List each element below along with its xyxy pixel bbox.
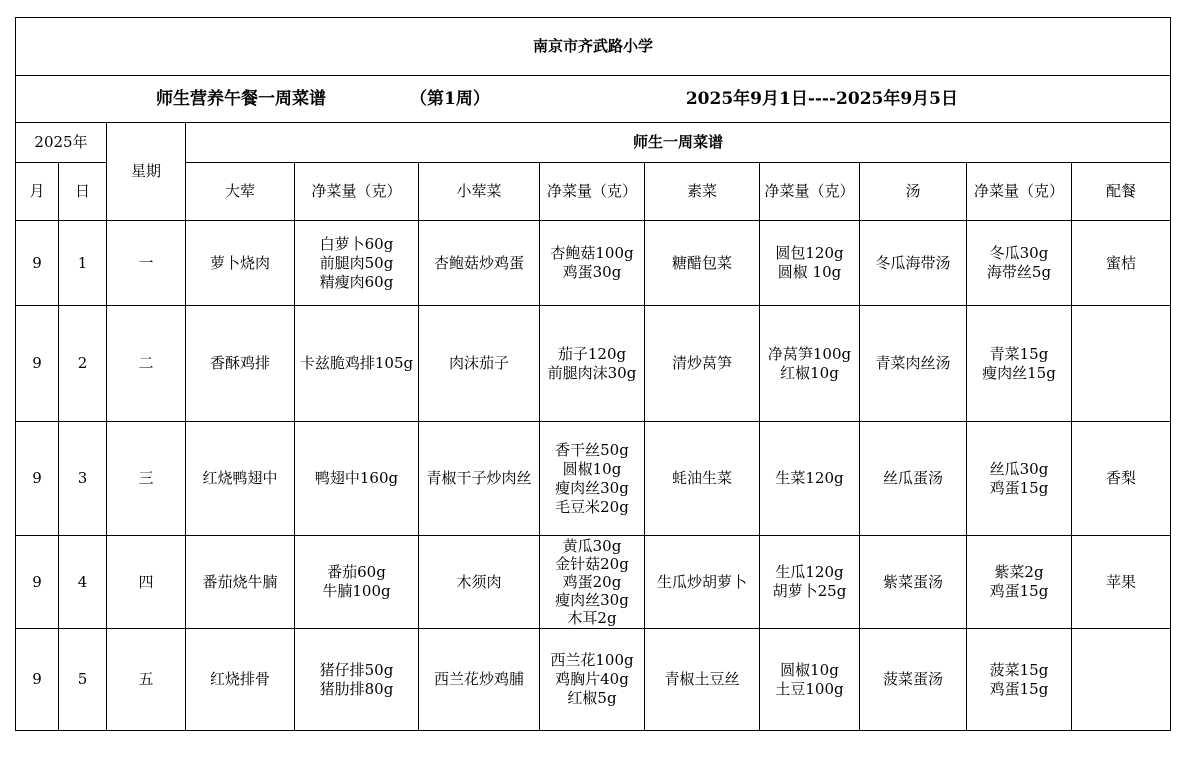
month-header: 月 (16, 163, 59, 221)
qty-line: 鸡蛋20g (562, 573, 622, 591)
main-dish-cell: 香酥鸡排 (186, 306, 295, 422)
qty-line: 鸡蛋15g (989, 582, 1049, 600)
table-row (16, 221, 1171, 306)
main-qty-cell (295, 629, 419, 731)
veg-qty-cell (760, 422, 860, 536)
qty-line: 毛豆米20g (555, 497, 629, 516)
qty-line: 鸡蛋30g (562, 263, 622, 281)
qty-line: 杏鲍菇100g (550, 244, 634, 262)
column-header: 素菜 (645, 163, 760, 221)
side-dish-cell: 青椒干子炒肉丝 (419, 422, 540, 536)
main-qty-cell (295, 536, 419, 629)
week-label: （第1周） (410, 88, 490, 109)
side-qty-cell (540, 629, 645, 731)
month-cell: 9 (16, 422, 59, 536)
side-dish-cell: 西兰花炒鸡脯 (419, 629, 540, 731)
weekly-menu-header: 师生一周菜谱 (186, 123, 1171, 163)
veg-qty-cell (760, 306, 860, 422)
side-dish-cell: 杏鲍菇炒鸡蛋 (419, 221, 540, 306)
soup-qty-cell (967, 629, 1072, 731)
qty-line: 鸭翅中160g (314, 469, 399, 487)
main-dish-cell: 红烧排骨 (186, 629, 295, 731)
qty-line: 金针菇20g (555, 555, 629, 573)
qty-line: 精瘦肉60g (319, 272, 394, 291)
weekday-cell: 四 (107, 536, 186, 629)
qty-line: 猪肋排80g (319, 679, 394, 698)
side-qty-cell (540, 422, 645, 536)
qty-line: 红椒5g (567, 689, 617, 707)
column-header: 配餐 (1072, 163, 1171, 221)
qty-line: 茄子120g (557, 344, 627, 363)
soup-cell: 菠菜蛋汤 (860, 629, 967, 731)
day-cell: 5 (59, 629, 107, 731)
column-header: 净菜量（克） (295, 163, 419, 221)
qty-line: 生瓜120g (775, 563, 844, 581)
qty-line: 黄瓜30g (562, 537, 622, 555)
day-cell: 1 (59, 221, 107, 306)
qty-line: 瘦肉丝30g (555, 478, 629, 497)
weekday-header: 星期 (107, 123, 186, 221)
veg-qty-cell (760, 629, 860, 731)
soup-qty-cell (967, 536, 1072, 629)
qty-line: 青菜15g (989, 344, 1049, 363)
year-header: 2025年 (16, 123, 107, 163)
table-row (16, 536, 1171, 629)
month-cell: 9 (16, 221, 59, 306)
day-cell: 2 (59, 306, 107, 422)
main-dish-cell: 番茄烧牛腩 (186, 536, 295, 629)
weekday-cell: 五 (107, 629, 186, 731)
veg-dish-cell: 清炒莴笋 (645, 306, 760, 422)
month-cell: 9 (16, 536, 59, 629)
soup-qty-cell (967, 422, 1072, 536)
qty-line: 圆椒10g (780, 660, 839, 679)
qty-line: 前腿肉沫30g (547, 363, 637, 382)
qty-line: 西兰花100g (550, 651, 634, 669)
qty-line: 卡兹脆鸡排105g (299, 354, 414, 372)
qty-line: 圆椒 10g (777, 263, 842, 281)
menu-title: 师生营养午餐一周菜谱 (156, 88, 326, 109)
qty-line: 木耳2g (567, 609, 617, 627)
extra-cell (1072, 629, 1171, 731)
main-qty-cell (295, 306, 419, 422)
qty-line: 紫菜2g (994, 563, 1044, 581)
veg-qty-cell (760, 536, 860, 629)
qty-line: 土豆100g (775, 679, 844, 698)
school-title: 南京市齐武路小学 (16, 18, 1171, 76)
qty-line: 香干丝50g (555, 440, 629, 459)
weekday-cell: 一 (107, 221, 186, 306)
qty-line: 胡萝卜25g (772, 582, 847, 600)
weekday-cell: 三 (107, 422, 186, 536)
column-header: 净菜量（克） (967, 163, 1072, 221)
qty-line: 净莴笋100g (767, 344, 852, 363)
column-header: 净菜量（克） (540, 163, 645, 221)
qty-line: 海带丝5g (986, 263, 1052, 281)
table-row (16, 629, 1171, 731)
qty-line: 冬瓜30g (989, 244, 1049, 262)
date-range: 2025年9月1日----2025年9月5日 (685, 88, 959, 109)
qty-line: 牛腩100g (322, 582, 391, 600)
column-header: 汤 (860, 163, 967, 221)
main-qty-cell (295, 422, 419, 536)
column-header: 净菜量（克） (760, 163, 860, 221)
day-header: 日 (59, 163, 107, 221)
main-dish-cell: 萝卜烧肉 (186, 221, 295, 306)
qty-line: 白萝卜60g (319, 234, 394, 253)
day-cell: 4 (59, 536, 107, 629)
side-qty-cell (540, 221, 645, 306)
day-cell: 3 (59, 422, 107, 536)
extra-cell: 蜜桔 (1072, 221, 1171, 306)
qty-line: 丝瓜30g (989, 459, 1049, 478)
qty-line: 菠菜15g (989, 660, 1049, 679)
qty-line: 瘦肉丝30g (555, 591, 629, 609)
weekday-cell: 二 (107, 306, 186, 422)
extra-cell (1072, 306, 1171, 422)
side-qty-cell (540, 306, 645, 422)
soup-qty-cell (967, 221, 1072, 306)
qty-line: 鸡蛋15g (989, 478, 1049, 497)
subtitle-bar (16, 76, 1171, 123)
qty-line: 圆椒10g (562, 459, 622, 478)
qty-line: 前腿肉50g (319, 253, 394, 272)
qty-line: 鸡蛋15g (989, 679, 1049, 698)
qty-line: 红椒10g (780, 363, 839, 382)
side-dish-cell: 肉沫茄子 (419, 306, 540, 422)
table-row (16, 422, 1171, 536)
qty-line: 鸡胸片40g (555, 670, 629, 688)
weekly-menu-table (15, 17, 1171, 731)
veg-qty-cell (760, 221, 860, 306)
side-qty-cell (540, 536, 645, 629)
soup-qty-cell (967, 306, 1072, 422)
qty-line: 番茄60g (327, 563, 386, 581)
veg-dish-cell: 糖醋包菜 (645, 221, 760, 306)
month-cell: 9 (16, 629, 59, 731)
veg-dish-cell: 青椒土豆丝 (645, 629, 760, 731)
column-header: 小荤菜 (419, 163, 540, 221)
main-dish-cell: 红烧鸭翅中 (186, 422, 295, 536)
soup-cell: 紫菜蛋汤 (860, 536, 967, 629)
soup-cell: 丝瓜蛋汤 (860, 422, 967, 536)
soup-cell: 青菜肉丝汤 (860, 306, 967, 422)
main-qty-cell (295, 221, 419, 306)
soup-cell: 冬瓜海带汤 (860, 221, 967, 306)
month-cell: 9 (16, 306, 59, 422)
qty-line: 瘦肉丝15g (982, 363, 1056, 382)
column-header: 大荤 (186, 163, 295, 221)
side-dish-cell: 木须肉 (419, 536, 540, 629)
extra-cell: 香梨 (1072, 422, 1171, 536)
extra-cell: 苹果 (1072, 536, 1171, 629)
table-row (16, 306, 1171, 422)
qty-line: 猪仔排50g (319, 660, 394, 679)
qty-line: 圆包120g (775, 244, 844, 262)
qty-line: 生菜120g (775, 469, 844, 487)
veg-dish-cell: 生瓜炒胡萝卜 (645, 536, 760, 629)
veg-dish-cell: 蚝油生菜 (645, 422, 760, 536)
